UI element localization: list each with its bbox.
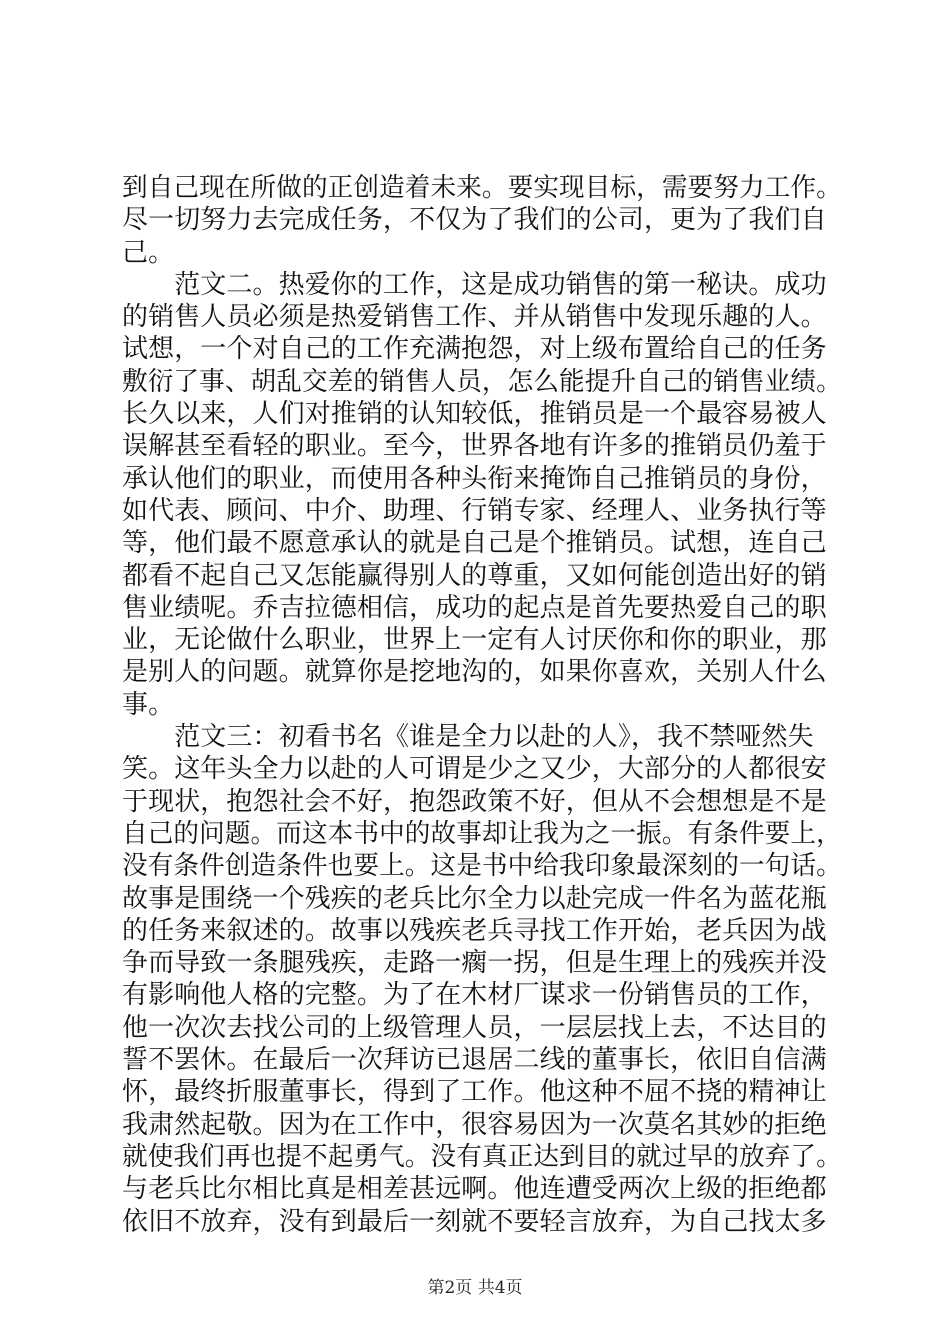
text-line: 怀，最终折服董事长，得到了工作。他这种不屈不挠的精神让 [122, 1077, 827, 1108]
text-line: 誓不罢休。在最后一次拜访已退居二线的董事长，依旧自信满 [122, 1045, 827, 1076]
text-line: 己。 [122, 237, 175, 268]
text-line: 于现状，抱怨社会不好，抱怨政策不好，但从不会想想是不是 [122, 786, 827, 817]
text-line: 范文三：初看书名《谁是全力以赴的人》，我不禁哑然失 [122, 722, 814, 753]
text-line: 的销售人员必须是热爱销售工作、并从销售中发现乐趣的人。 [122, 302, 827, 333]
text-line: 等，他们最不愿意承认的就是自己是个推销员。试想，连自己 [122, 528, 827, 559]
text-line: 争而导致一条腿残疾，走路一瘸一拐，但是生理上的残疾并没 [122, 948, 827, 979]
text-line: 到自己现在所做的正创造着未来。要实现目标，需要努力工作。 [122, 173, 842, 203]
text-line: 都看不起自己又怎能赢得别人的尊重，又如何能创造出好的销 [122, 560, 827, 591]
text-line: 敷衍了事、胡乱交差的销售人员，怎么能提升自己的销售业绩。 [122, 366, 842, 397]
text-line: 他一次次去找公司的上级管理人员，一层层找上去，不达目的 [122, 1012, 827, 1043]
text-line: 业，无论做什么职业，世界上一定有人讨厌你和你的职业，那 [122, 625, 827, 656]
text-line: 承认他们的职业，而使用各种头衔来掩饰自己推销员的身份， [122, 463, 827, 494]
text-line: 如代表、顾问、中介、助理、行销专家、经理人、业务执行等 [122, 495, 827, 526]
text-line: 误解甚至看轻的职业。至今，世界各地有许多的推销员仍羞于 [122, 431, 827, 462]
text-line: 自己的问题。而这本书中的故事却让我为之一振。有条件要上， [122, 818, 842, 849]
text-line: 就使我们再也提不起勇气。没有真正达到目的就过早的放弃了。 [122, 1141, 842, 1172]
text-line: 售业绩呢。乔吉拉德相信，成功的起点是首先要热爱自己的职 [122, 592, 827, 623]
text-line: 的任务来叙述的。故事以残疾老兵寻找工作开始，老兵因为战 [122, 915, 827, 946]
text-line: 与老兵比尔相比真是相差甚远啊。他连遭受两次上级的拒绝都 [122, 1174, 827, 1205]
text-line: 笑。这年头全力以赴的人可谓是少之又少，大部分的人都很安 [122, 754, 827, 785]
text-line: 依旧不放弃，没有到最后一刻就不要轻言放弃，为自己找太多 [122, 1206, 827, 1237]
text-line: 是别人的问题。就算你是挖地沟的，如果你喜欢，关别人什么 [122, 657, 827, 688]
text-line: 事。 [122, 689, 175, 720]
text-line: 我肃然起敬。因为在工作中，很容易因为一次莫名其妙的拒绝 [122, 1109, 827, 1140]
text-line: 故事是围绕一个残疾的老兵比尔全力以赴完成一件名为蓝花瓶 [122, 883, 827, 914]
text-line: 长久以来，人们对推销的认知较低，推销员是一个最容易被人 [122, 399, 827, 430]
text-line: 范文二。热爱你的工作，这是成功销售的第一秘诀。成功 [122, 269, 827, 300]
body-text [122, 172, 842, 1238]
text-line: 没有条件创造条件也要上。这是书中给我印象最深刻的一句话。 [122, 851, 842, 882]
page-footer: 第2页 共4页 [427, 1278, 523, 1298]
text-line: 试想，一个对自己的工作充满抱怨，对上级布置给自己的任务 [122, 334, 827, 365]
text-line: 尽一切努力去完成任务，不仅为了我们的公司，更为了我们自 [122, 205, 827, 236]
text-line: 有影响他人格的完整。为了在木材厂谋求一份销售员的工作， [122, 980, 827, 1011]
